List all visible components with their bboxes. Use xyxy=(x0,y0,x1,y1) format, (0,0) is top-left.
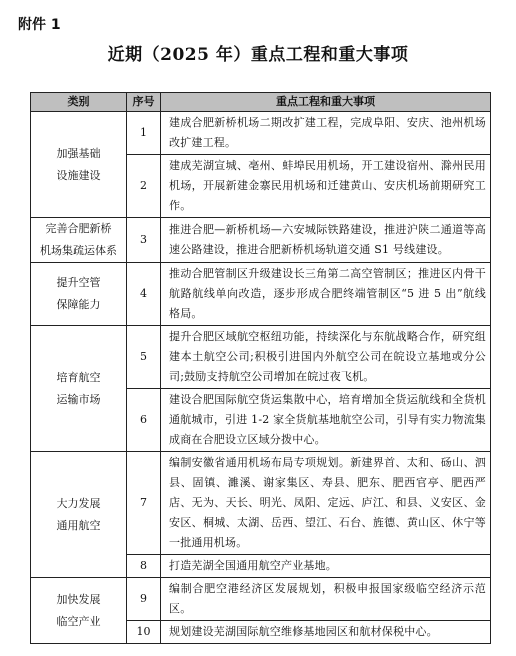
projects-table xyxy=(30,92,491,644)
table-body xyxy=(31,112,491,644)
row-number-cell: 2 xyxy=(127,155,161,218)
table-row xyxy=(31,452,491,555)
item-text-cell: 推动合肥管制区升级建设长三角第二高空管制区；推进区内骨干航路航线单向改造，逐步形成合肥终端管制区“5 进 5 出”航线格局。 xyxy=(161,263,491,326)
column-header-number: 序号 xyxy=(127,93,161,112)
table-row xyxy=(31,326,491,389)
item-text-cell: 规划建设芜湖国际航空维修基地园区和航材保税中心。 xyxy=(161,621,491,644)
column-header-item: 重点工程和重大事项 xyxy=(161,93,491,112)
table-row xyxy=(31,263,491,326)
row-number-cell: 3 xyxy=(127,218,161,263)
attachment-label: 附件 1 xyxy=(18,17,61,33)
item-text-cell: 建成芜湖宣城、亳州、蚌埠民用机场，开工建设宿州、滁州民用机场，开展新建金寨民用机场和迁建黄山、安庆机场前期研究工作。 xyxy=(161,155,491,218)
table-row xyxy=(31,578,491,621)
item-text-cell: 提升合肥区域航空枢纽功能，持续深化与东航战略合作，研究组建本土航空公司;积极引进国内外航空公司在皖设立基地或分公司;鼓励支持航空公司增加在皖过夜飞机。 xyxy=(161,326,491,389)
item-text-cell: 建设合肥国际航空货运集散中心，培育增加全货运航线和全货机通航城市，引进 1-2 家全货航基地航空公司，引导有实力物流集成商在合肥设立区域分拨中心。 xyxy=(161,389,491,452)
table-row xyxy=(31,112,491,155)
row-number-cell: 8 xyxy=(127,555,161,578)
category-cell: 大力发展 通用航空 xyxy=(31,452,127,578)
item-text-cell: 建成合肥新桥机场二期改扩建工程，完成阜阳、安庆、池州机场改扩建工程。 xyxy=(161,112,491,155)
category-cell: 培育航空 运输市场 xyxy=(31,326,127,452)
row-number-cell: 9 xyxy=(127,578,161,621)
category-cell: 加快发展 临空产业 xyxy=(31,578,127,644)
item-text-cell: 编制合肥空港经济区发展规划，积极申报国家级临空经济示范区。 xyxy=(161,578,491,621)
item-text-cell: 推进合肥—新桥机场—六安城际铁路建设，推进沪陕二通道等高速公路建设，推进合肥新桥机场轨道交通 S1 号线建设。 xyxy=(161,218,491,263)
row-number-cell: 4 xyxy=(127,263,161,326)
item-text-cell: 编制安徽省通用机场布局专项规划。新建界首、太和、砀山、泗县、固镇、濉溪、谢家集区、寿县、肥东、肥西官亭、肥西严店、无为、天长、明光、凤阳、定远、庐江、和县、义安区、金安区、桐城、太湖、岳西、望江、石台、旌德、黄山区、休宁等一批通用机场。 xyxy=(161,452,491,555)
item-text-cell: 打造芜湖全国通用航空产业基地。 xyxy=(161,555,491,578)
category-cell: 提升空管 保障能力 xyxy=(31,263,127,326)
category-cell: 加强基础 设施建设 xyxy=(31,112,127,218)
table-header-row xyxy=(31,93,491,112)
document-title: 近期（2025 年）重点工程和重大事项 xyxy=(107,45,409,65)
column-header-category: 类别 xyxy=(31,93,127,112)
row-number-cell: 10 xyxy=(127,621,161,644)
category-cell: 完善合肥新桥 机场集疏运体系 xyxy=(31,218,127,263)
row-number-cell: 5 xyxy=(127,326,161,389)
table-row xyxy=(31,218,491,263)
row-number-cell: 7 xyxy=(127,452,161,555)
row-number-cell: 6 xyxy=(127,389,161,452)
row-number-cell: 1 xyxy=(127,112,161,155)
